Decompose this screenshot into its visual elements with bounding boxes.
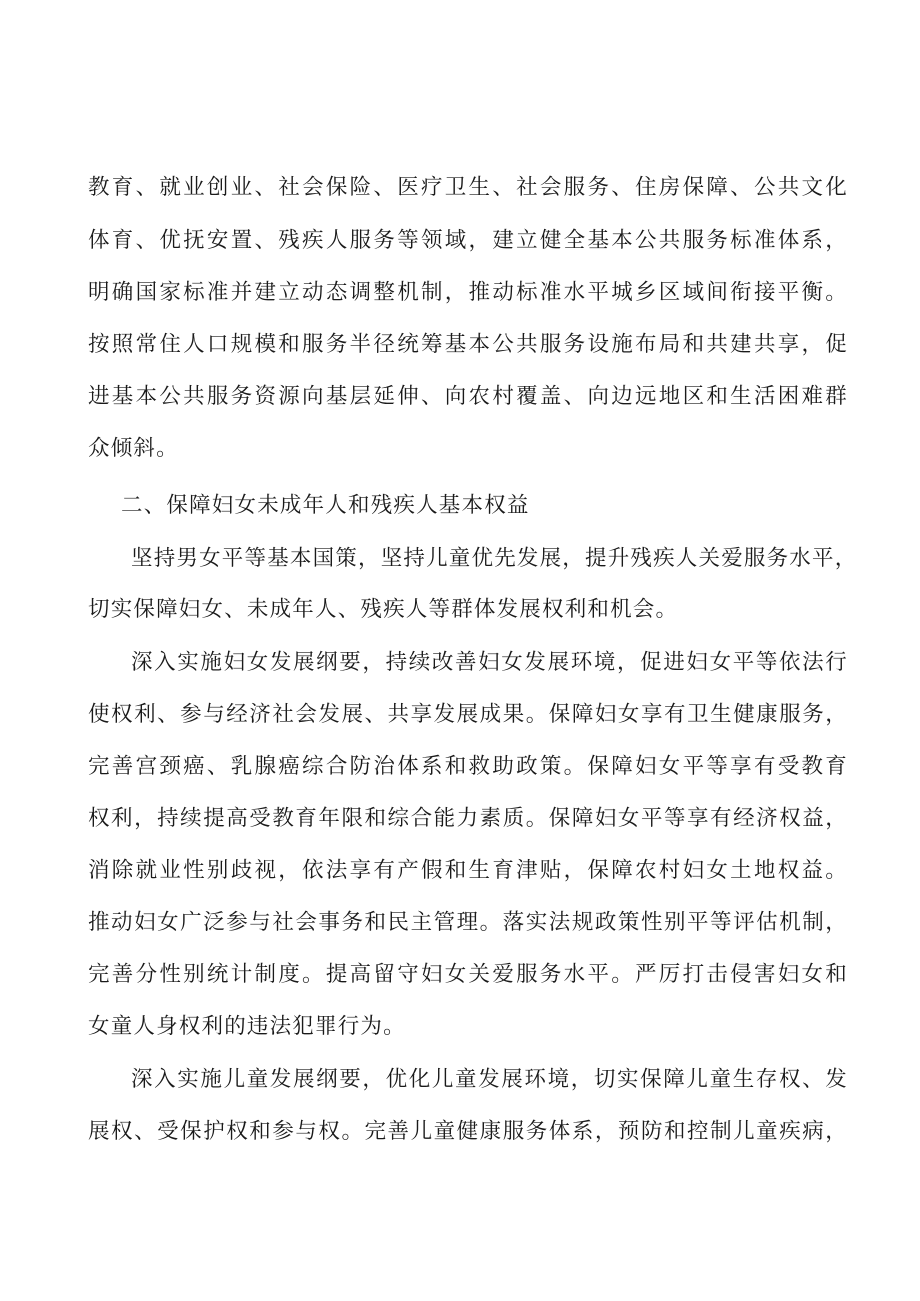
text-line: 推动妇女广泛参与社会事务和民主管理。落实法规政策性别平等评估机制， (88, 910, 848, 935)
text-line: 教育、就业创业、社会保险、医疗卫生、社会服务、住房保障、公共文化 (88, 175, 848, 200)
text-line: 完善宫颈癌、乳腺癌综合防治体系和救助政策。保障妇女平等享有受教育 (88, 754, 848, 779)
text-line: 众倾斜。 (88, 436, 179, 461)
text-line: 权利，持续提高受教育年限和综合能力素质。保障妇女平等享有经济权益， (88, 806, 848, 831)
section-heading: 二、保障妇女未成年人和残疾人基本权益 (121, 493, 530, 518)
text-line: 切实保障妇女、未成年人、残疾人等群体发展权利和机会。 (88, 597, 679, 622)
text-line: 明确国家标准并建立动态调整机制，推动标准水平城乡区域间衔接平衡。 (88, 280, 848, 305)
text-line: 深入实施儿童发展纲要，优化儿童发展环境，切实保障儿童生存权、发 (131, 1067, 848, 1092)
text-line: 进基本公共服务资源向基层延伸、向农村覆盖、向边远地区和生活困难群 (88, 384, 848, 409)
text-line: 使权利、参与经济社会发展、共享发展成果。保障妇女享有卫生健康服务， (88, 702, 848, 727)
text-line: 深入实施妇女发展纲要，持续改善妇女发展环境，促进妇女平等依法行 (131, 650, 848, 675)
text-line: 消除就业性别歧视，依法享有产假和生育津贴，保障农村妇女土地权益。 (88, 858, 848, 883)
text-line: 坚持男女平等基本国策，坚持儿童优先发展，提升残疾人关爱服务水平， (131, 546, 858, 571)
text-line: 展权、受保护权和参与权。完善儿童健康服务体系，预防和控制儿童疾病， (88, 1119, 848, 1144)
text-line: 按照常住人口规模和服务半径统筹基本公共服务设施布局和共建共享，促 (88, 332, 848, 357)
text-line: 完善分性别统计制度。提高留守妇女关爱服务水平。严厉打击侵害妇女和 (88, 962, 848, 987)
text-line: 体育、优抚安置、残疾人服务等领域，建立健全基本公共服务标准体系， (88, 228, 848, 253)
text-line: 女童人身权利的违法犯罪行为。 (88, 1014, 406, 1039)
